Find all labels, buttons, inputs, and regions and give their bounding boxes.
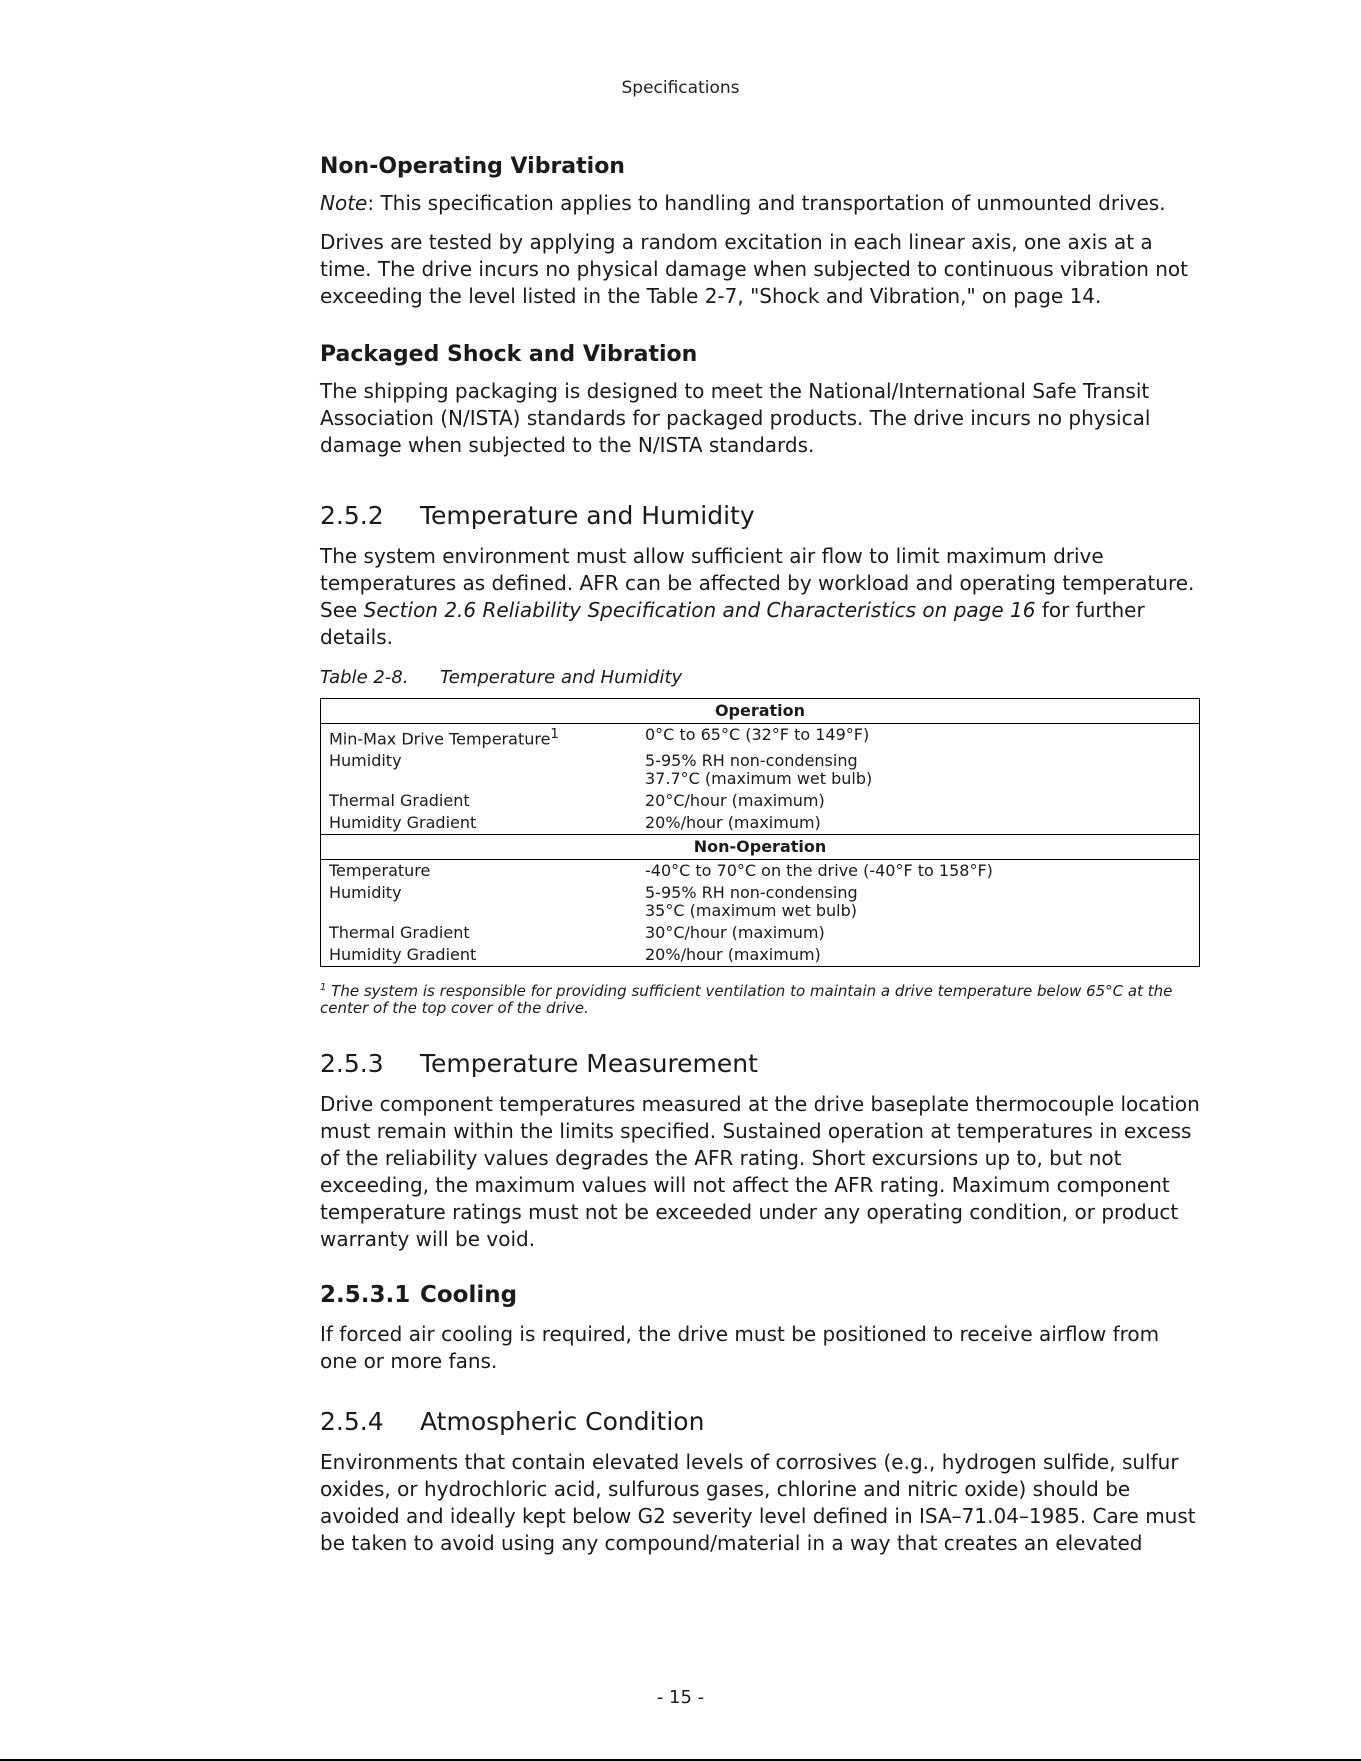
table-row: [321, 750, 1200, 790]
section-2-5-3-1-heading: [320, 1279, 1200, 1311]
section-2-5-4-body: Environments that contain elevated levels of corrosives (e.g., hydrogen sulfide, sulfur oxides, or hydrochloric acid, sulfurous gases, chlorine and nitric oxide) should be avoided and ideally kept below G2 severity level defined in ISA–71.04–1985. Care must be taken to avoid using any compound/material in a way that creates an elevated: [320, 1450, 1196, 1556]
row-label: Min-Max Drive Temperature: [329, 729, 551, 749]
section-title: Temperature Measurement: [420, 1049, 758, 1079]
footnote-text: The system is responsible for providing sufficient ventilation to maintain a drive temperature below 65°C at the center of the top cover of the drive.: [320, 982, 1173, 1018]
running-header: Specifications: [621, 78, 740, 98]
temperature-humidity-table: [320, 698, 1200, 967]
table-row: [321, 882, 1200, 922]
row-value: 20%/hour (maximum): [637, 944, 1200, 967]
table-caption: [320, 667, 1200, 688]
row-value-secondary: 37.7°C (maximum wet bulb): [645, 769, 873, 789]
section-number: 2.5.4: [320, 1407, 384, 1437]
row-label: Humidity Gradient: [321, 944, 638, 967]
footnote-mark: 1: [320, 982, 327, 994]
section-title: Atmospheric Condition: [420, 1407, 705, 1437]
section-title: Cooling: [420, 1282, 518, 1309]
page-content: [320, 152, 1200, 1569]
row-label: Humidity: [321, 750, 638, 790]
row-value-secondary: 35°C (maximum wet bulb): [645, 901, 857, 921]
section-number: 2.5.3: [320, 1049, 384, 1079]
row-value: 20°C/hour (maximum): [637, 790, 1200, 812]
row-label: Humidity Gradient: [321, 812, 638, 835]
non-operation-header: Non-Operation: [321, 835, 1200, 860]
row-value: 5-95% RH non-condensing: [645, 751, 858, 771]
packaged-shock-body: The shipping packaging is designed to meet the National/International Safe Transit Association (N/ISTA) standards for packaged products. The drive incurs no physical damage when subjected to the N/ISTA standards.: [320, 379, 1151, 457]
section-2-5-2-body: [320, 543, 1200, 651]
body-suffix: for further details.: [320, 598, 1145, 649]
row-value: 20%/hour (maximum): [637, 812, 1200, 835]
note-text: : This specification applies to handling and transportation of unmounted drives.: [367, 191, 1166, 215]
operation-header: Operation: [321, 699, 1200, 724]
row-label: Humidity: [321, 882, 638, 922]
table-footnote: [320, 979, 1200, 1017]
table-title: Temperature and Humidity: [440, 667, 683, 688]
note-paragraph: [320, 190, 1200, 217]
section-2-5-2-heading: [320, 499, 1200, 533]
footnote-marker: 1: [550, 727, 559, 742]
heading-packaged-shock: Packaged Shock and Vibration: [320, 342, 698, 367]
table-row: [321, 812, 1200, 835]
row-label: Thermal Gradient: [321, 790, 638, 812]
body-prefix: The system environment must allow sufficient air flow to limit maximum drive temperatures as defined. AFR can be affected by workload and operating temperature. See: [320, 544, 1195, 622]
section-2-5-3-body: Drive component temperatures measured at the drive baseplate thermocouple location must remain within the limits specified. Sustained operation at temperatures in excess of the reliability values degrades the AFR rating. Short excursions up to, but not exceeding, the maximum values will not affect the AFR rating. Maximum component temperature ratings must not be exceeded under any operating condition, or product warranty will be void.: [320, 1092, 1200, 1252]
heading-non-operating-vibration: Non-Operating Vibration: [320, 154, 625, 179]
section-title: Temperature and Humidity: [420, 501, 755, 530]
table-row: [321, 724, 1200, 751]
table-row: [321, 860, 1200, 883]
table-row: [321, 790, 1200, 812]
row-label: Temperature: [321, 860, 638, 883]
section-reference: Section 2.6 Reliability Specification and Characteristics on page 16: [363, 598, 1036, 622]
table-number: Table 2-8.: [320, 667, 409, 688]
section-2-5-4-heading: [320, 1405, 1200, 1439]
table-row: [321, 944, 1200, 967]
section-number: 2.5.2: [320, 501, 384, 530]
section-2-5-3-heading: [320, 1047, 1200, 1081]
row-value: 5-95% RH non-condensing: [645, 883, 858, 903]
row-label: Thermal Gradient: [321, 922, 638, 944]
row-value: 0°C to 65°C (32°F to 149°F): [637, 724, 1200, 751]
section-2-5-3-1-body: If forced air cooling is required, the drive must be positioned to receive airflow from one or more fans.: [320, 1322, 1160, 1374]
section-number: 2.5.3.1: [320, 1282, 411, 1309]
row-value: -40°C to 70°C on the drive (-40°F to 158°F): [637, 860, 1200, 883]
note-label: Note: [320, 191, 368, 215]
table-row: [321, 922, 1200, 944]
page-number: - 15 -: [656, 1687, 705, 1708]
vibration-body: Drives are tested by applying a random excitation in each linear axis, one axis at a time. The drive incurs no physical damage when subjected to continuous vibration not exceeding the level listed in the Table 2-7, "Shock and Vibration," on page 14.: [320, 230, 1188, 308]
row-value: 30°C/hour (maximum): [637, 922, 1200, 944]
